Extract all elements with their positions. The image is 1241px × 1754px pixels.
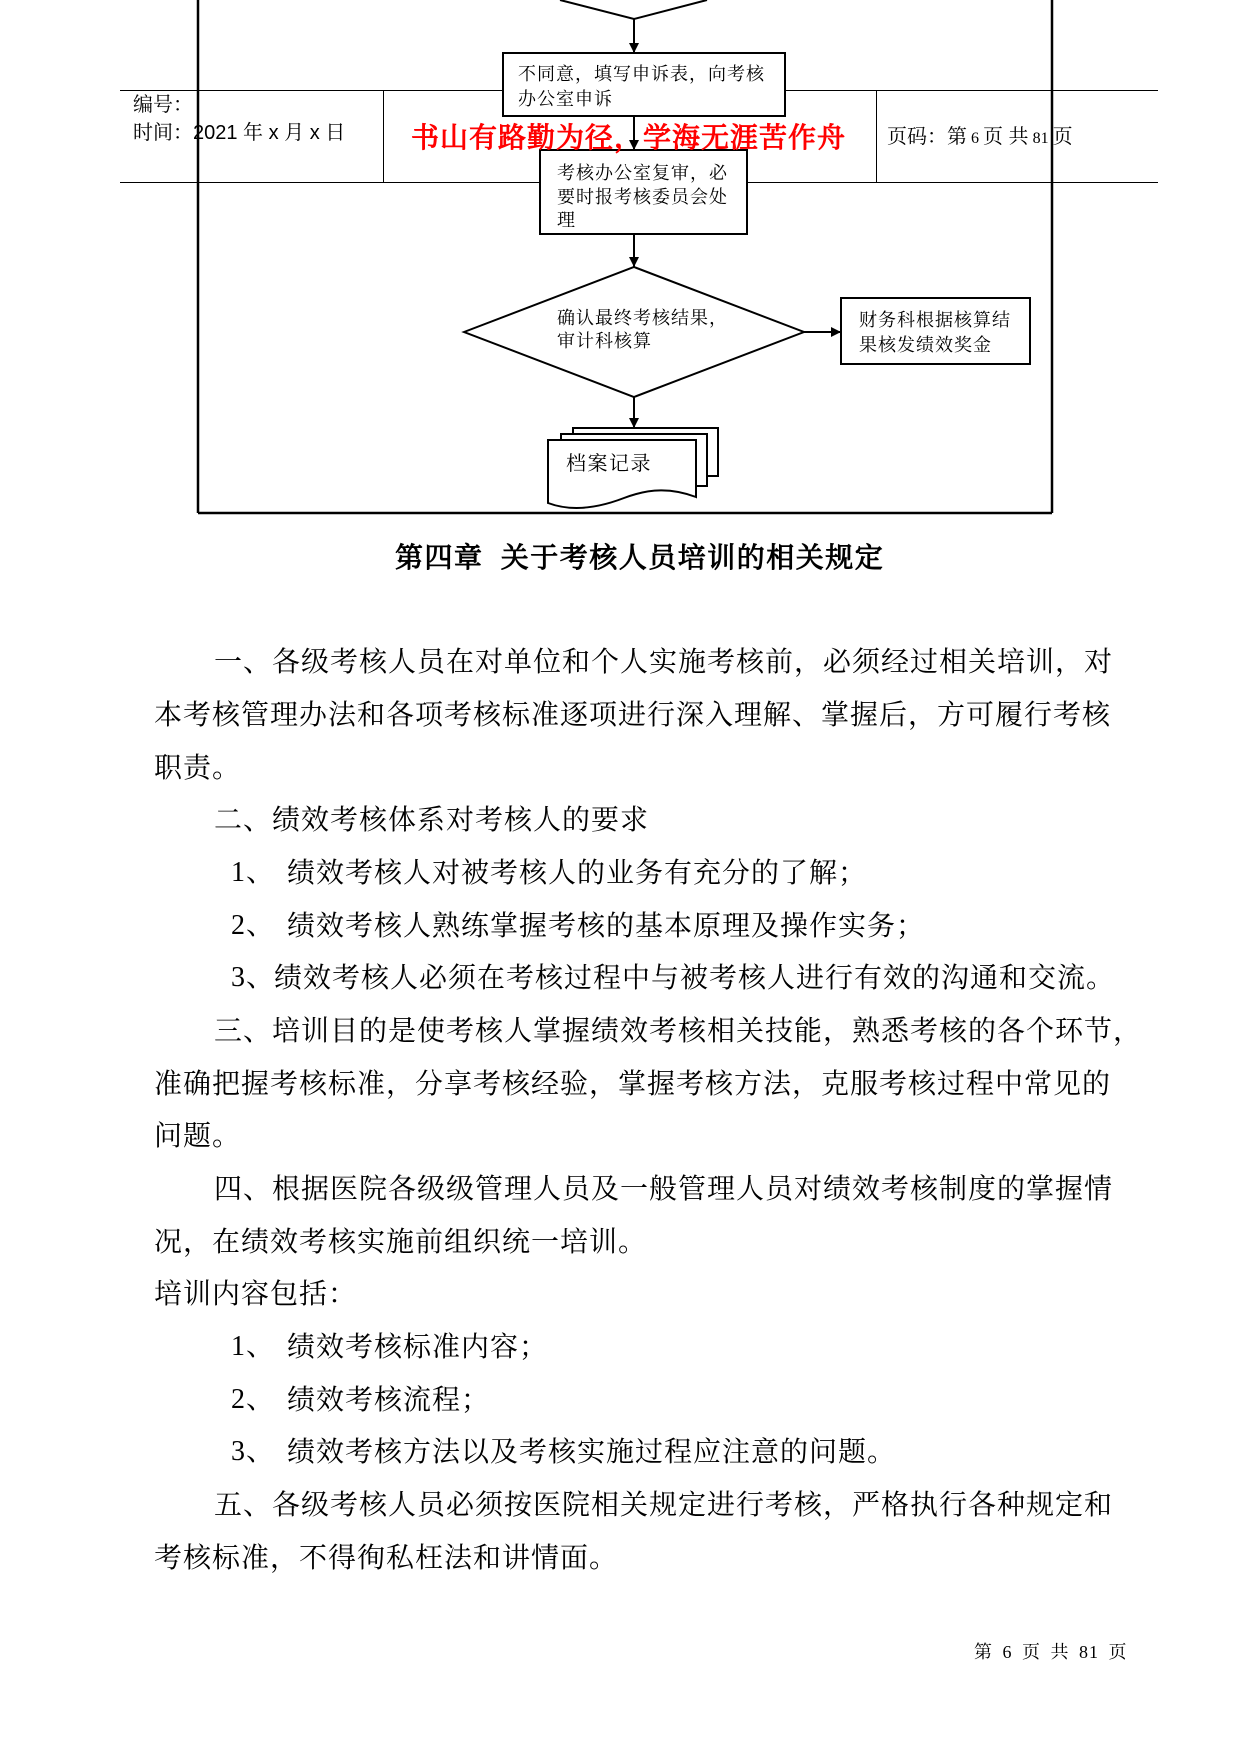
requirement-3-text: 绩效考核人必须在考核过程中与被考核人进行有效的沟通和交流。	[274, 961, 1116, 994]
paragraph-3-line-2: 准确把握考核标准，分享考核经验，掌握考核方法，克服考核过程中常见的	[154, 1067, 1112, 1100]
chapter-title: 第四章 关于考核人员培训的相关规定	[395, 541, 885, 574]
page-info-total: 81	[1032, 130, 1049, 147]
review-box-line-3: 理	[557, 210, 576, 231]
training-item-2-number: 2、	[231, 1384, 276, 1415]
page-info-suffix: 页	[1052, 126, 1073, 148]
paragraph-4-line-2: 况，在绩效考核实施前组织统一培训。	[154, 1225, 648, 1258]
paragraph-3-line-1: 三、培训目的是使考核人掌握绩效考核相关技能，熟悉考核的各个环节，	[214, 1014, 1143, 1047]
paragraph-4-line-1: 四、根据医院各级级管理人员及一般管理人员对绩效考核制度的掌握情	[214, 1172, 1114, 1205]
paragraph-1-line-3: 职责。	[154, 751, 242, 784]
confirm-diamond-line-2: 审计科核算	[557, 331, 652, 352]
review-box-line-1: 考核办公室复审，必	[557, 163, 728, 184]
footer-page-number: 第 6 页 共 81 页	[974, 1642, 1128, 1662]
header-page-info	[887, 126, 1073, 150]
training-item-1-text: 绩效考核标准内容；	[287, 1330, 549, 1363]
training-item-2-text: 绩效考核流程；	[287, 1383, 491, 1416]
previous-decision-diamond	[560, 0, 707, 19]
page-info-middle: 页 共	[983, 126, 1029, 148]
document-number-label: 编号：	[133, 94, 193, 116]
page-info-current: 6	[971, 130, 979, 147]
page-info-prefix: 页码：第	[887, 126, 967, 148]
paragraph-1-line-1: 一、各级考核人员在对单位和个人实施考核前，必须经过相关培训，对	[214, 645, 1114, 678]
training-content-heading: 培训内容包括：	[154, 1277, 358, 1310]
requirement-1-text: 绩效考核人对被考核人的业务有充分的了解；	[287, 856, 868, 889]
finance-box-line-1: 财务科根据核算结	[859, 310, 1011, 331]
paragraph-3-line-3: 问题。	[154, 1119, 242, 1152]
appeal-box-line-2: 办公室申诉	[518, 89, 613, 110]
review-box-line-2: 要时报考核委员会处	[557, 187, 728, 208]
confirm-diamond-line-1: 确认最终考核结果，	[557, 308, 728, 329]
assessment-appeal-flowchart	[0, 0, 1241, 520]
header-motto: 书山有路勤为径，学海无涯苦作舟	[411, 121, 847, 154]
training-item-3-text: 绩效考核方法以及考核实施过程应注意的问题。	[287, 1435, 897, 1468]
requirement-1-number: 1、	[231, 857, 276, 888]
paragraph-5-line-1: 五、各级考核人员必须按医院相关规定进行考核，严格执行各种规定和	[214, 1488, 1114, 1521]
requirement-2-number: 2、	[231, 910, 276, 941]
paragraph-1-line-2: 本考核管理办法和各项考核标准逐项进行深入理解、掌握后，方可履行考核	[154, 698, 1112, 731]
document-date: 时间：2021 年 x 月 x 日	[133, 122, 346, 144]
finance-box-line-2: 果核发绩效奖金	[859, 335, 992, 356]
paragraph-5-line-2: 考核标准，不得徇私枉法和讲情面。	[154, 1541, 619, 1574]
training-item-1-number: 1、	[231, 1331, 276, 1362]
paragraph-2-heading: 二、绩效考核体系对考核人的要求	[214, 803, 650, 836]
requirement-2-text: 绩效考核人熟练掌握考核的基本原理及操作实务；	[287, 909, 926, 942]
archive-doc-label: 档案记录	[566, 451, 652, 475]
training-item-3-number: 3、	[231, 1436, 276, 1467]
requirement-3-number: 3、	[231, 962, 276, 993]
appeal-box-line-1: 不同意，填写申诉表，向考核	[518, 64, 765, 85]
